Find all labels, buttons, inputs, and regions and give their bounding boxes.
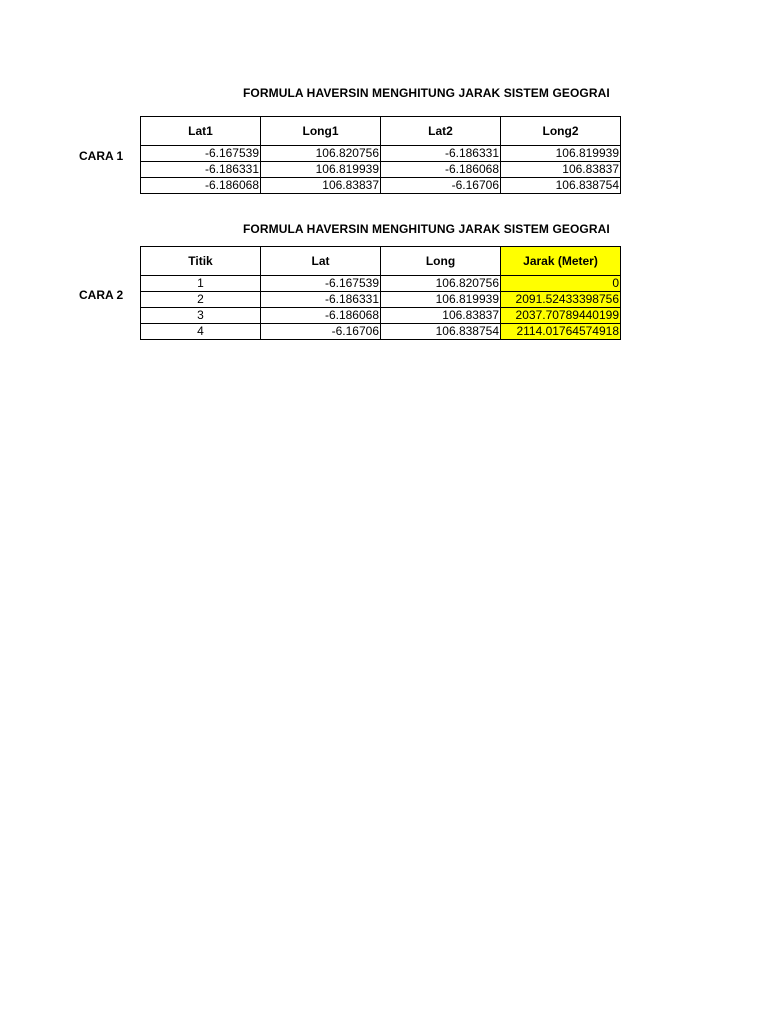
cell-titik[interactable]: 1 [141,276,261,292]
table-row [141,162,621,178]
table-row [141,178,621,194]
cara-1-table [140,116,621,194]
header-long1[interactable]: Long1 [261,117,381,146]
table-header-row [141,247,621,276]
cell-titik[interactable]: 3 [141,308,261,324]
table-row [141,146,621,162]
cell-long1[interactable]: 106.83837 [261,178,381,194]
cell-long2[interactable]: 106.838754 [501,178,621,194]
section-2-title: FORMULA HAVERSIN MENGHITUNG JARAK SISTEM GEOGRAI [243,222,610,236]
cara-1-label: CARA 1 [79,149,124,163]
header-lat1[interactable]: Lat1 [141,117,261,146]
cell-lat1[interactable]: -6.186331 [141,162,261,178]
cell-lat2[interactable]: -6.186068 [381,162,501,178]
cell-titik[interactable]: 4 [141,324,261,340]
section-1-title: FORMULA HAVERSIN MENGHITUNG JARAK SISTEM GEOGRAI [243,86,610,100]
cell-lat[interactable]: -6.186068 [261,308,381,324]
cell-jarak[interactable]: 2091.52433398756 [501,292,621,308]
cell-jarak[interactable]: 0 [501,276,621,292]
cell-lat[interactable]: -6.167539 [261,276,381,292]
header-long2[interactable]: Long2 [501,117,621,146]
cell-titik[interactable]: 2 [141,292,261,308]
cell-long[interactable]: 106.820756 [381,276,501,292]
cell-lat2[interactable]: -6.186331 [381,146,501,162]
header-long[interactable]: Long [381,247,501,276]
cell-lat[interactable]: -6.186331 [261,292,381,308]
table-header-row [141,117,621,146]
cell-long2[interactable]: 106.83837 [501,162,621,178]
cell-lat1[interactable]: -6.167539 [141,146,261,162]
header-lat[interactable]: Lat [261,247,381,276]
cell-long[interactable]: 106.83837 [381,308,501,324]
cara-2-table [140,246,621,340]
cell-long2[interactable]: 106.819939 [501,146,621,162]
table-row [141,308,621,324]
cell-long[interactable]: 106.838754 [381,324,501,340]
cara-2-label: CARA 2 [79,288,124,302]
cell-lat2[interactable]: -6.16706 [381,178,501,194]
cell-long[interactable]: 106.819939 [381,292,501,308]
table-row [141,276,621,292]
cell-jarak[interactable]: 2037.70789440199 [501,308,621,324]
cell-jarak[interactable]: 2114.01764574918 [501,324,621,340]
cell-lat1[interactable]: -6.186068 [141,178,261,194]
cell-lat[interactable]: -6.16706 [261,324,381,340]
table-row [141,292,621,308]
cell-long1[interactable]: 106.820756 [261,146,381,162]
header-jarak[interactable]: Jarak (Meter) [501,247,621,276]
table-row [141,324,621,340]
header-lat2[interactable]: Lat2 [381,117,501,146]
header-titik[interactable]: Titik [141,247,261,276]
cell-long1[interactable]: 106.819939 [261,162,381,178]
